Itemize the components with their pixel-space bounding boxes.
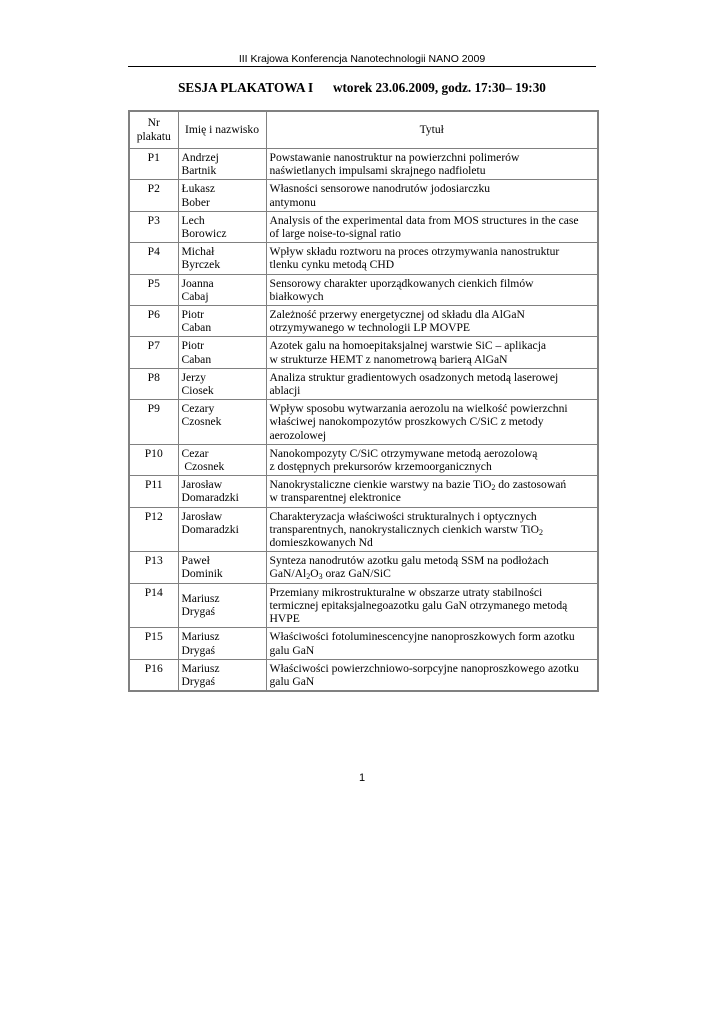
- table-row: [129, 274, 598, 305]
- table-header-row: [129, 111, 598, 149]
- poster-table: [128, 110, 599, 692]
- author-name: Jerzy Ciosek: [178, 368, 266, 399]
- author-name: Cezar Czosnek: [178, 444, 266, 475]
- table-row: [129, 368, 598, 399]
- author-name: Piotr Caban: [178, 306, 266, 337]
- author-name: Paweł Dominik: [178, 552, 266, 583]
- table-row: [129, 243, 598, 274]
- poster-title: Przemiany mikrostrukturalne w obszarze utraty stabilności termicznej epitaksjalnegoazotku galu GaN otrzymanego metodą HVPE: [266, 583, 598, 628]
- running-header: III Krajowa Konferencja Nanotechnologii NANO 2009: [238, 53, 486, 65]
- table-row: [129, 306, 598, 337]
- poster-number: P9: [129, 400, 178, 445]
- author-name: Mariusz Drygaś: [178, 659, 266, 691]
- poster-number: P15: [129, 628, 178, 659]
- author-name: Lech Borowicz: [178, 211, 266, 242]
- author-name: Jarosław Domaradzki: [178, 507, 266, 552]
- author-name: Michał Byrczek: [178, 243, 266, 274]
- table-row: [129, 507, 598, 552]
- poster-title: Analysis of the experimental data from MOS structures in the case of large noise-to-signal ratio: [266, 211, 598, 242]
- session-title: [0, 80, 724, 96]
- poster-title: Własności sensorowe nanodrutów jodosiarczku antymonu: [266, 180, 598, 211]
- table-row: [129, 659, 598, 691]
- poster-number: P7: [129, 337, 178, 368]
- poster-title: Właściwości fotoluminescencyjne nanoproszkowych form azotku galu GaN: [266, 628, 598, 659]
- poster-number: P11: [129, 476, 178, 507]
- poster-number: P13: [129, 552, 178, 583]
- poster-title: Sensorowy charakter uporządkowanych cienkich filmów białkowych: [266, 274, 598, 305]
- poster-title: Powstawanie nanostruktur na powierzchni polimerów naświetlanych impulsami skrajnego nadfioletu: [266, 149, 598, 180]
- author-name: Mariusz Drygaś: [178, 628, 266, 659]
- header-name: Imię i nazwisko: [178, 111, 266, 149]
- poster-title: Wpływ sposobu wytwarzania aerozolu na wielkość powierzchni właściwej nanokompozytów proszkowych C/SiC z metody aerozolowej: [266, 400, 598, 445]
- table-row: [129, 180, 598, 211]
- table-row: [129, 149, 598, 180]
- author-name: Łukasz Bober: [178, 180, 266, 211]
- poster-number: P10: [129, 444, 178, 475]
- table-row: [129, 628, 598, 659]
- poster-number: P4: [129, 243, 178, 274]
- poster-number: P14: [129, 583, 178, 628]
- poster-title: Azotek galu na homoepitaksjalnej warstwie SiC – aplikacja w strukturze HEMT z nanometrową barierą AlGaN: [266, 337, 598, 368]
- table-row: [129, 444, 598, 475]
- poster-title: Charakteryzacja właściwości strukturalnych i optycznych transparentnych, nanokrystalicznych cienkich warstw TiO$_2$ domieszkowanych Nd: [266, 507, 598, 552]
- poster-title: Wpływ składu roztworu na proces otrzymywania nanostruktur tlenku cynku metodą CHD: [266, 243, 598, 274]
- poster-title: Analiza struktur gradientowych osadzonych metodą laserowej ablacji: [266, 368, 598, 399]
- author-name: Jarosław Domaradzki: [178, 476, 266, 507]
- poster-number: P1: [129, 149, 178, 180]
- table-row: [129, 552, 598, 583]
- poster-title: Zależność przerwy energetycznej od składu dla AlGaN otrzymywanego w technologii LP MOVPE: [266, 306, 598, 337]
- author-name: Joanna Cabaj: [178, 274, 266, 305]
- author-name: Mariusz Drygaś: [178, 583, 266, 628]
- poster-number: P16: [129, 659, 178, 691]
- session-name: SESJA PLAKATOWA I: [178, 80, 314, 95]
- poster-title: Nanokompozyty C/SiC otrzymywane metodą aerozolową z dostępnych prekursorów krzemoorganicznych: [266, 444, 598, 475]
- poster-number: P12: [129, 507, 178, 552]
- poster-number: P5: [129, 274, 178, 305]
- table-row: [129, 337, 598, 368]
- author-name: Cezary Czosnek: [178, 400, 266, 445]
- header-nr: Nr plakatu: [129, 111, 178, 149]
- author-name: Piotr Caban: [178, 337, 266, 368]
- page-number: 1: [358, 772, 366, 784]
- poster-number: P3: [129, 211, 178, 242]
- session-datetime: wtorek 23.06.2009, godz. 17:30– 19:30: [332, 80, 546, 95]
- header-title: Tytuł: [266, 111, 598, 149]
- poster-number: P8: [129, 368, 178, 399]
- table-row: [129, 211, 598, 242]
- poster-number: P2: [129, 180, 178, 211]
- poster-title: Synteza nanodrutów azotku galu metodą SSM na podłożach GaN/$Al_2O_3$ oraz GaN/SiC: [266, 552, 598, 583]
- header-rule: [128, 66, 596, 67]
- poster-number: P6: [129, 306, 178, 337]
- poster-title: Nanokrystaliczne cienkie warstwy na bazie TiO$_2$ do zastosowań w transparentnej elektronice: [266, 476, 598, 507]
- table-row: [129, 400, 598, 445]
- author-name: Andrzej Bartnik: [178, 149, 266, 180]
- table-row: [129, 583, 598, 628]
- table-row: [129, 476, 598, 507]
- poster-title: Właściwości powierzchniowo-sorpcyjne nanoproszkowego azotku galu GaN: [266, 659, 598, 691]
